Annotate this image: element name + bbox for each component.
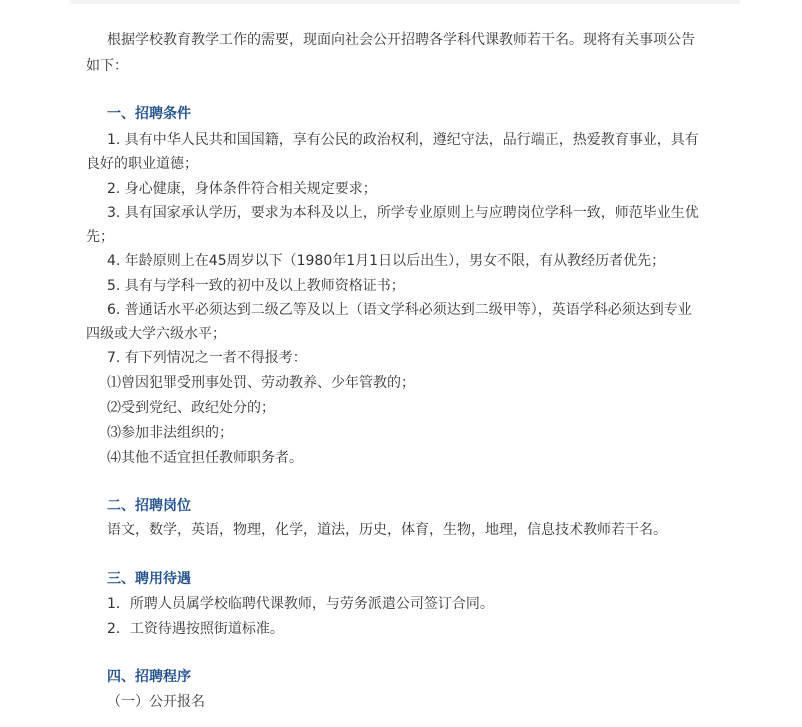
section-4-subheading: （一）公开报名	[107, 694, 205, 710]
section-1-item: ⑵受到党纪、政纪处分的；	[107, 400, 275, 416]
section-1-item: 4. 年龄原则上在45周岁以下（1980年1月1日以后出生），男女不限，有从教经历者优先；	[107, 253, 666, 269]
intro-line-2: 如下：	[86, 58, 128, 74]
section-1-item: 2. 身心健康，身体条件符合相关规定要求；	[107, 181, 377, 197]
section-1-item: 1. 具有中华人民共和国国籍，享有公民的政治权利，遵纪守法，品行端正，热爱教育事业，具有	[107, 132, 699, 148]
section-1-item: 3. 具有国家承认学历，要求为本科及以上，所学专业原则上与应聘岗位学科一致，师范毕业生优	[107, 205, 699, 221]
section-1-title: 一、招聘条件	[107, 106, 191, 122]
section-1-item: 良好的职业道德；	[86, 156, 198, 172]
section-1-item: ⑶参加非法组织的；	[107, 425, 233, 441]
section-1-item: 5. 具有与学科一致的初中及以上教师资格证书；	[107, 278, 405, 294]
section-1-item: 6. 普通话水平必须达到二级乙等及以上（语文学科必须达到二级甲等），英语学科必须达到专业	[107, 302, 692, 318]
section-4-title: 四、招聘程序	[107, 669, 191, 685]
section-3-item: 1．所聘人员属学校临聘代课教师，与劳务派遣公司签订合同。	[107, 596, 494, 612]
section-1-item: 7. 有下列情况之一者不得报考：	[107, 350, 307, 366]
intro-line-1: 根据学校教育教学工作的需要，现面向社会公开招聘各学科代课教师若干名。现将有关事项公告	[107, 32, 695, 48]
section-1-item: ⑷其他不适宜担任教师职务者。	[107, 450, 303, 466]
section-1-item: 先；	[86, 229, 114, 245]
section-2-title: 二、招聘岗位	[107, 498, 191, 514]
section-3-title: 三、聘用待遇	[107, 571, 191, 587]
section-1-item: 四级或大学六级水平；	[86, 326, 226, 342]
section-3-item: 2．工资待遇按照街道标准。	[107, 621, 284, 637]
section-1-item: ⑴曾因犯罪受刑事处罚、劳动教养、少年管教的；	[107, 375, 415, 391]
section-2-text: 语文，数学，英语，物理，化学，道法，历史，体育，生物，地理，信息技术教师若干名。	[107, 522, 667, 538]
